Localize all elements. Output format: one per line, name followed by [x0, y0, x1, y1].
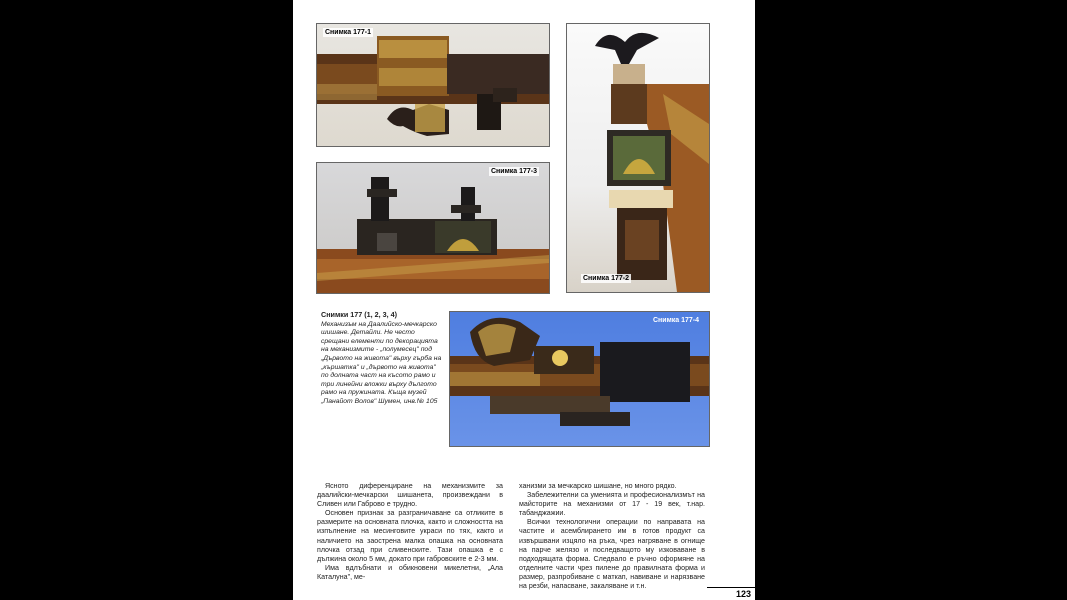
- paragraph: Ясното диференциране на механизмите за даалийски-мечкарски шишанета, произвеждани в Сливен или Габрово е трудно.: [317, 482, 503, 509]
- paragraph: Основен признак за разграничаване са отликите в размерите на основната плочка, както и сложността на изпълнение на месинговите украси по тях, както и наличието на заострена малка опашка на основната плочка отзад при сливенските. Тази опашка е с дължина около 5 мм, докато при габровските е 2-3 мм.: [317, 509, 503, 563]
- photo-label: Снимка 177-2: [583, 275, 630, 282]
- photo-177-1: [316, 23, 550, 147]
- paragraph: Всички технологични операции по направата на частите и асемблирането им в готов продукт са извършвани изцяло на ръка, чрез нагряване в огнище на парче желязо и последващото му изковаване в подходящата форма. Следвало е ръчно оформяне на отделните части чрез пилене до правилната форма и размер, разпробиване с маткап, навиване и нарязване на резби, напасване, закаляване и т.н.: [519, 518, 705, 591]
- photo-label: Снимка 177-3: [490, 168, 537, 175]
- photo-177-2-image: [567, 24, 709, 292]
- page-number: 123: [707, 587, 755, 600]
- text-column-left: [317, 482, 503, 582]
- paragraph: Има вдлъбнати и обикновени микелетни, „Ала Каталуна", ме-: [317, 563, 503, 581]
- book-page: [293, 0, 755, 600]
- caption-body: Механизъм на Даалийско-мечкарско шишане. Детайли. Не често срещани елементи по декорацията на механизмите - „полумесец" под „Дървото на живота" върху гърба на „кършатка" и „дървото на живота" по долната част на късото рамо и три линейни вложки върху дългото рамо на пружината. Къща музей „Панайот Волов" Шумен, инв.№ 105: [321, 320, 442, 405]
- paragraph: ханизми за мечкарско шишане, но много рядко.: [519, 482, 677, 490]
- photo-177-2: [566, 23, 710, 293]
- photo-177-3: [316, 162, 550, 294]
- photo-caption: [321, 311, 443, 407]
- paragraph: Забележителни са уменията и професионализмът на майсторите на механизми от 17 - 19 век, т.нар. табанджажии.: [519, 491, 705, 518]
- photo-177-3-image: [317, 163, 549, 293]
- photo-label: Снимка 177-4: [652, 317, 699, 324]
- caption-title: Снимки 177 (1, 2, 3, 4): [321, 310, 398, 319]
- photo-177-4-image: [450, 312, 709, 446]
- photo-label: Снимка 177-1: [325, 29, 372, 36]
- photo-177-1-image: [317, 24, 549, 146]
- photo-177-4: [449, 311, 710, 447]
- text-column-right: [519, 482, 705, 591]
